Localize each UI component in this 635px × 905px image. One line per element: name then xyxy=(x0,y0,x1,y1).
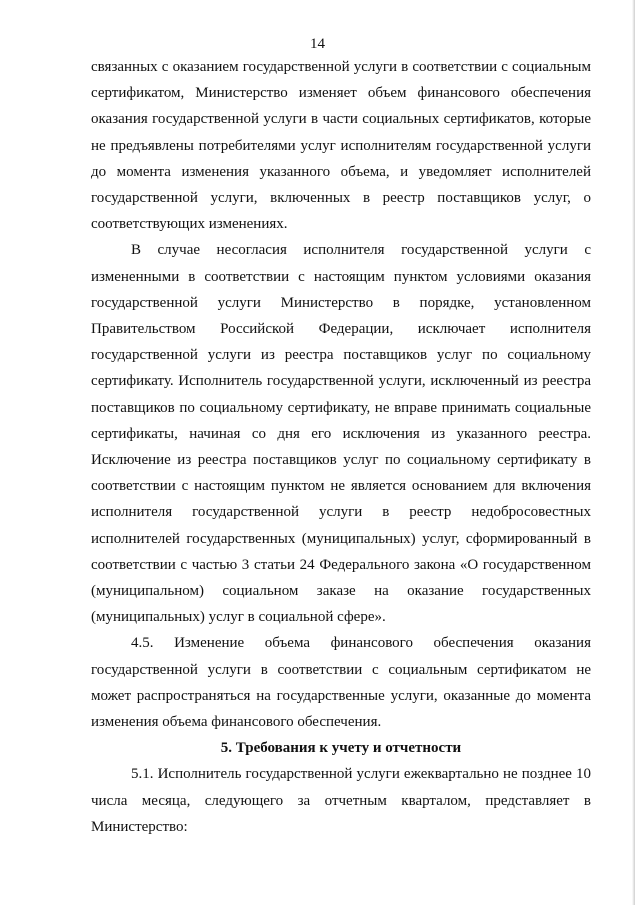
document-body xyxy=(91,54,591,840)
paragraph-4-5: 4.5. Изменение объема финансового обеспечения оказания государственной услуги в соответствии с социальным сертификатом не может распространяться на государственные услуги, оказанные до момента изменения объема финансового обеспечения. xyxy=(91,635,591,731)
paragraph-exclusion: В случае несогласия исполнителя государственной услуги с измененными в соответствии с настоящим пунктом условиями оказания государственной услуги Министерство в порядке, установленном Правительством Российской Федерации, исключает исполнителя государственной услуги из реестра поставщиков услуг по социальному сертификату. Исполнитель государственной услуги, исключенный из реестра поставщиков по социальному сертификату, не вправе принимать социальные сертификаты, начиная со дня его исключения из указанного реестра. Исключение из реестра поставщиков услуг по социальному сертификату в соответствии с настоящим пунктом не является основанием для включения исполнителя государственной услуги в реестр недобросовестных исполнителей государственных (муниципальных) услуг, сформированный в соответствии с частью 3 статьи 24 Федерального закона «О государственном (муниципальном) социальном заказе на оказание государственных (муниципальных) услуг в социальной сфере». xyxy=(91,242,591,626)
paragraph-5-1: 5.1. Исполнитель государственной услуги ежеквартально не позднее 10 числа месяца, следующего за отчетным кварталом, представляет в Министерство: xyxy=(91,766,591,835)
paragraph-continuation: связанных с оказанием государственной услуги в соответствии с социальным сертификатом, Министерство изменяет объем финансового обеспечения оказания государственной услуги в части социальных сертификатов, которые не предъявлены потребителями услуг исполнителям государственной услуги до момента изменения указанного объема, и уведомляет исполнителей государственной услуги, включенных в реестр поставщиков услуг, о соответствующих изменениях. xyxy=(91,59,591,233)
section-heading: 5. Требования к учету и отчетности xyxy=(220,740,462,757)
page-number: 14 xyxy=(310,36,325,52)
